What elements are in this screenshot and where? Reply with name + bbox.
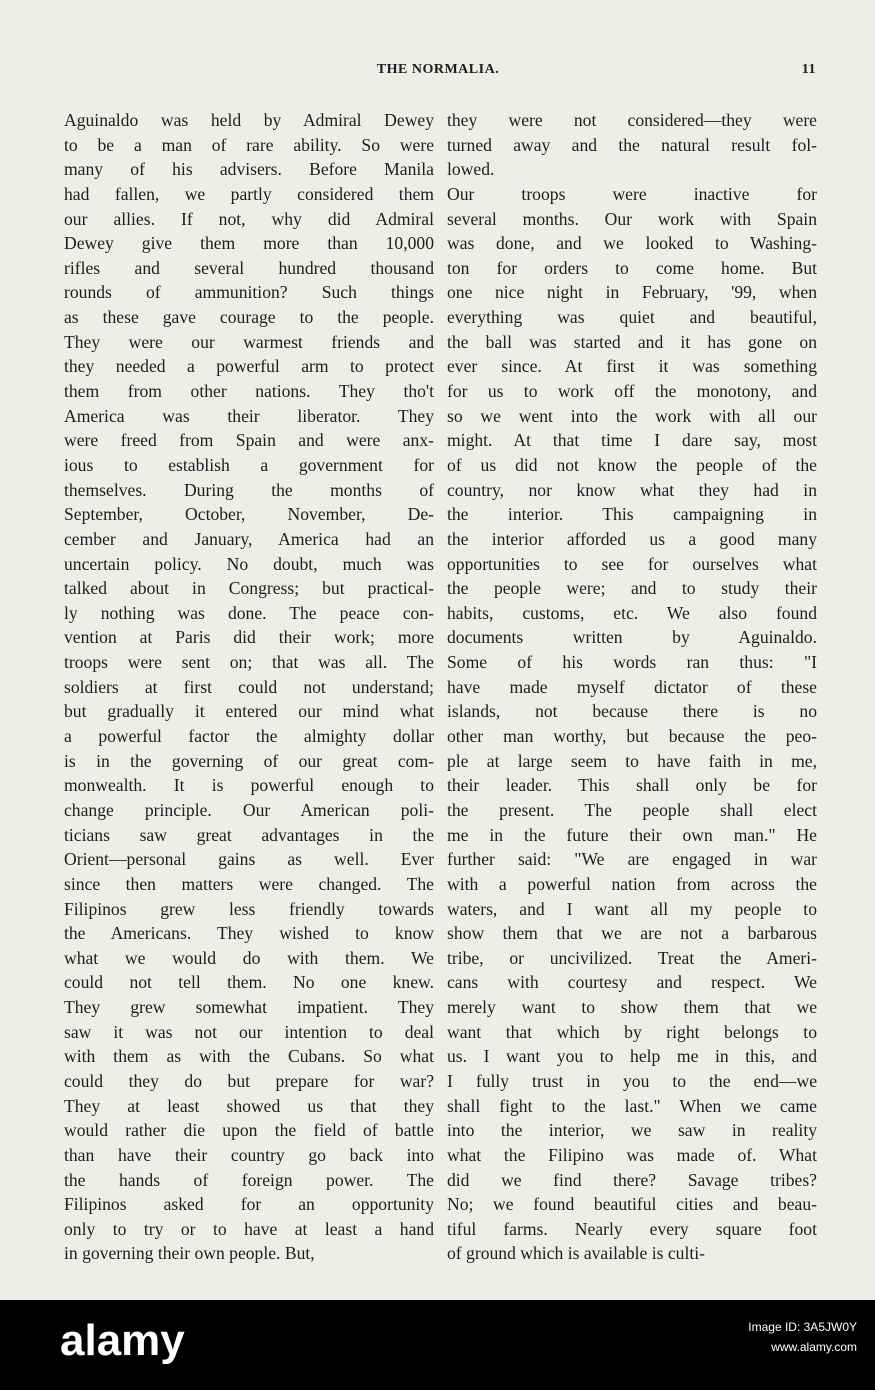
text-line: They at least showed us that they <box>64 1095 434 1116</box>
text-line: themselves. During the months of <box>64 479 434 500</box>
text-line: than have their country go back into <box>64 1144 434 1165</box>
text-line: want that which by right belongs to <box>447 1021 817 1042</box>
text-line: a powerful factor the almighty dollar <box>64 726 434 747</box>
text-line: everything was quiet and beautiful, <box>447 307 817 328</box>
text-line: ton for orders to come home. But <box>447 257 817 278</box>
text-line: September, October, November, De- <box>64 504 434 525</box>
text-line: I fully trust in you to the end—we <box>447 1070 817 1091</box>
text-line: the people were; and to study their <box>447 578 817 599</box>
text-line: tribe, or uncivilized. Treat the Ameri- <box>447 947 817 968</box>
text-line: Some of his words ran thus: "I <box>447 652 817 673</box>
text-line: could they do but prepare for war? <box>64 1070 434 1091</box>
text-line: Dewey give them more than 10,000 <box>64 233 434 254</box>
text-line: to be a man of rare ability. So were <box>64 134 434 155</box>
text-line: were freed from Spain and were anx- <box>64 430 434 451</box>
text-line: their leader. This shall only be for <box>447 775 817 796</box>
text-line: have made myself dictator of these <box>447 676 817 697</box>
text-line: might. At that time I dare say, most <box>447 430 817 451</box>
text-line: what we would do with them. We <box>64 947 434 968</box>
text-line: many of his advisers. Before Manila <box>64 159 434 180</box>
text-line: into the interior, we saw in reality <box>447 1120 817 1141</box>
text-line: ious to establish a government for <box>64 454 434 475</box>
text-line: had fallen, we partly considered them <box>64 183 434 204</box>
text-line: is in the governing of our great com- <box>64 750 434 771</box>
text-line: change principle. Our American poli- <box>64 799 434 820</box>
text-line: what the Filipino was made of. What <box>447 1144 817 1165</box>
text-line: show them that we are not a barbarous <box>447 923 817 944</box>
text-line: me in the future their own man." He <box>447 824 817 845</box>
text-line: talked about in Congress; but practical- <box>64 578 434 599</box>
text-line: they were not considered—they were <box>447 110 817 130</box>
site-url: www.alamy.com <box>771 1340 857 1354</box>
text-line: cans with courtesy and respect. We <box>447 972 817 993</box>
text-line: further said: "We are engaged in war <box>447 849 817 870</box>
text-line: the Americans. They wished to know <box>64 923 434 944</box>
text-line: merely want to show them that we <box>447 997 817 1018</box>
text-line: one nice night in February, '99, when <box>447 282 817 303</box>
text-line: so we went into the work with all our <box>447 405 817 426</box>
text-line: would rather die upon the field of battle <box>64 1120 434 1141</box>
text-line: the ball was started and it has gone on <box>447 331 817 352</box>
text-line: documents written by Aguinaldo. <box>447 627 817 648</box>
text-line: with a powerful nation from across the <box>447 873 817 894</box>
text-line: They grew somewhat impatient. They <box>64 997 434 1018</box>
text-line: opportunities to see for ourselves what <box>447 553 817 574</box>
text-line: troops were sent on; that was all. The <box>64 652 434 673</box>
text-line: They were our warmest friends and <box>64 331 434 352</box>
text-line: rifles and several hundred thousand <box>64 257 434 278</box>
text-line: other man worthy, but because the peo- <box>447 726 817 747</box>
text-line: ever since. At first it was something <box>447 356 817 377</box>
text-line: Filipinos asked for an opportunity <box>64 1194 434 1215</box>
text-line: with them as with the Cubans. So what <box>64 1046 434 1067</box>
text-line: habits, customs, etc. We also found <box>447 602 817 623</box>
text-line: America was their liberator. They <box>64 405 434 426</box>
text-line: lowed. <box>447 159 495 180</box>
text-line: the interior. This campaigning in <box>447 504 817 525</box>
text-line: our allies. If not, why did Admiral <box>64 208 434 229</box>
text-line: us. I want you to help me in this, and <box>447 1046 817 1067</box>
text-line: islands, not because there is no <box>447 701 817 722</box>
text-line: shall fight to the last." When we came <box>447 1095 817 1116</box>
page-number: 11 <box>801 62 816 77</box>
text-line: uncertain policy. No doubt, much was <box>64 553 434 574</box>
text-line: No; we found beautiful cities and beau- <box>447 1194 817 1215</box>
text-line: saw it was not our intention to deal <box>64 1021 434 1042</box>
text-line: Aguinaldo was held by Admiral Dewey <box>64 110 434 130</box>
text-line: them from other nations. They tho't <box>64 381 434 402</box>
text-line: Our troops were inactive for <box>447 183 817 204</box>
image-id: Image ID: 3A5JW0Y <box>748 1320 857 1334</box>
alamy-logo: alamy <box>60 1316 185 1365</box>
text-line: ly nothing was done. The peace con- <box>64 602 434 623</box>
text-line: of ground which is available is culti- <box>447 1243 705 1264</box>
text-line: they needed a powerful arm to protect <box>64 356 434 377</box>
text-line: as these gave courage to the people. <box>64 307 434 328</box>
text-line: in governing their own people. But, <box>64 1243 315 1264</box>
text-line: country, nor know what they had in <box>447 479 817 500</box>
text-line: the present. The people shall elect <box>447 799 817 820</box>
text-line: the hands of foreign power. The <box>64 1169 434 1190</box>
text-line: vention at Paris did their work; more <box>64 627 434 648</box>
text-line: ple at large seem to have faith in me, <box>447 750 817 771</box>
text-line: since then matters were changed. The <box>64 873 434 894</box>
text-line: tiful farms. Nearly every square foot <box>447 1218 817 1239</box>
right-column <box>447 108 817 1266</box>
page-title: THE NORMALIA. <box>376 62 500 77</box>
text-line: only to try or to have at least a hand <box>64 1218 434 1239</box>
text-line: Orient—personal gains as well. Ever <box>64 849 434 870</box>
text-line: cember and January, America had an <box>64 528 434 549</box>
text-line: the interior afforded us a good many <box>447 528 817 549</box>
watermark-bar <box>0 1300 875 1390</box>
text-line: ticians saw great advantages in the <box>64 824 434 845</box>
text-line: monwealth. It is powerful enough to <box>64 775 434 796</box>
text-line: did we find there? Savage tribes? <box>447 1169 817 1190</box>
running-head <box>60 62 816 82</box>
text-line: could not tell them. No one knew. <box>64 972 434 993</box>
text-line: of us did not know the people of the <box>447 454 817 475</box>
text-line: rounds of ammunition? Such things <box>64 282 434 303</box>
text-line: soldiers at first could not understand; <box>64 676 434 697</box>
text-line: was done, and we looked to Washing- <box>447 233 817 254</box>
text-line: for us to work off the monotony, and <box>447 381 817 402</box>
text-line: Filipinos grew less friendly towards <box>64 898 434 919</box>
text-line: several months. Our work with Spain <box>447 208 817 229</box>
text-line: waters, and I want all my people to <box>447 898 817 919</box>
left-column <box>64 108 434 1266</box>
text-line: but gradually it entered our mind what <box>64 701 434 722</box>
text-line: turned away and the natural result fol- <box>447 134 817 155</box>
